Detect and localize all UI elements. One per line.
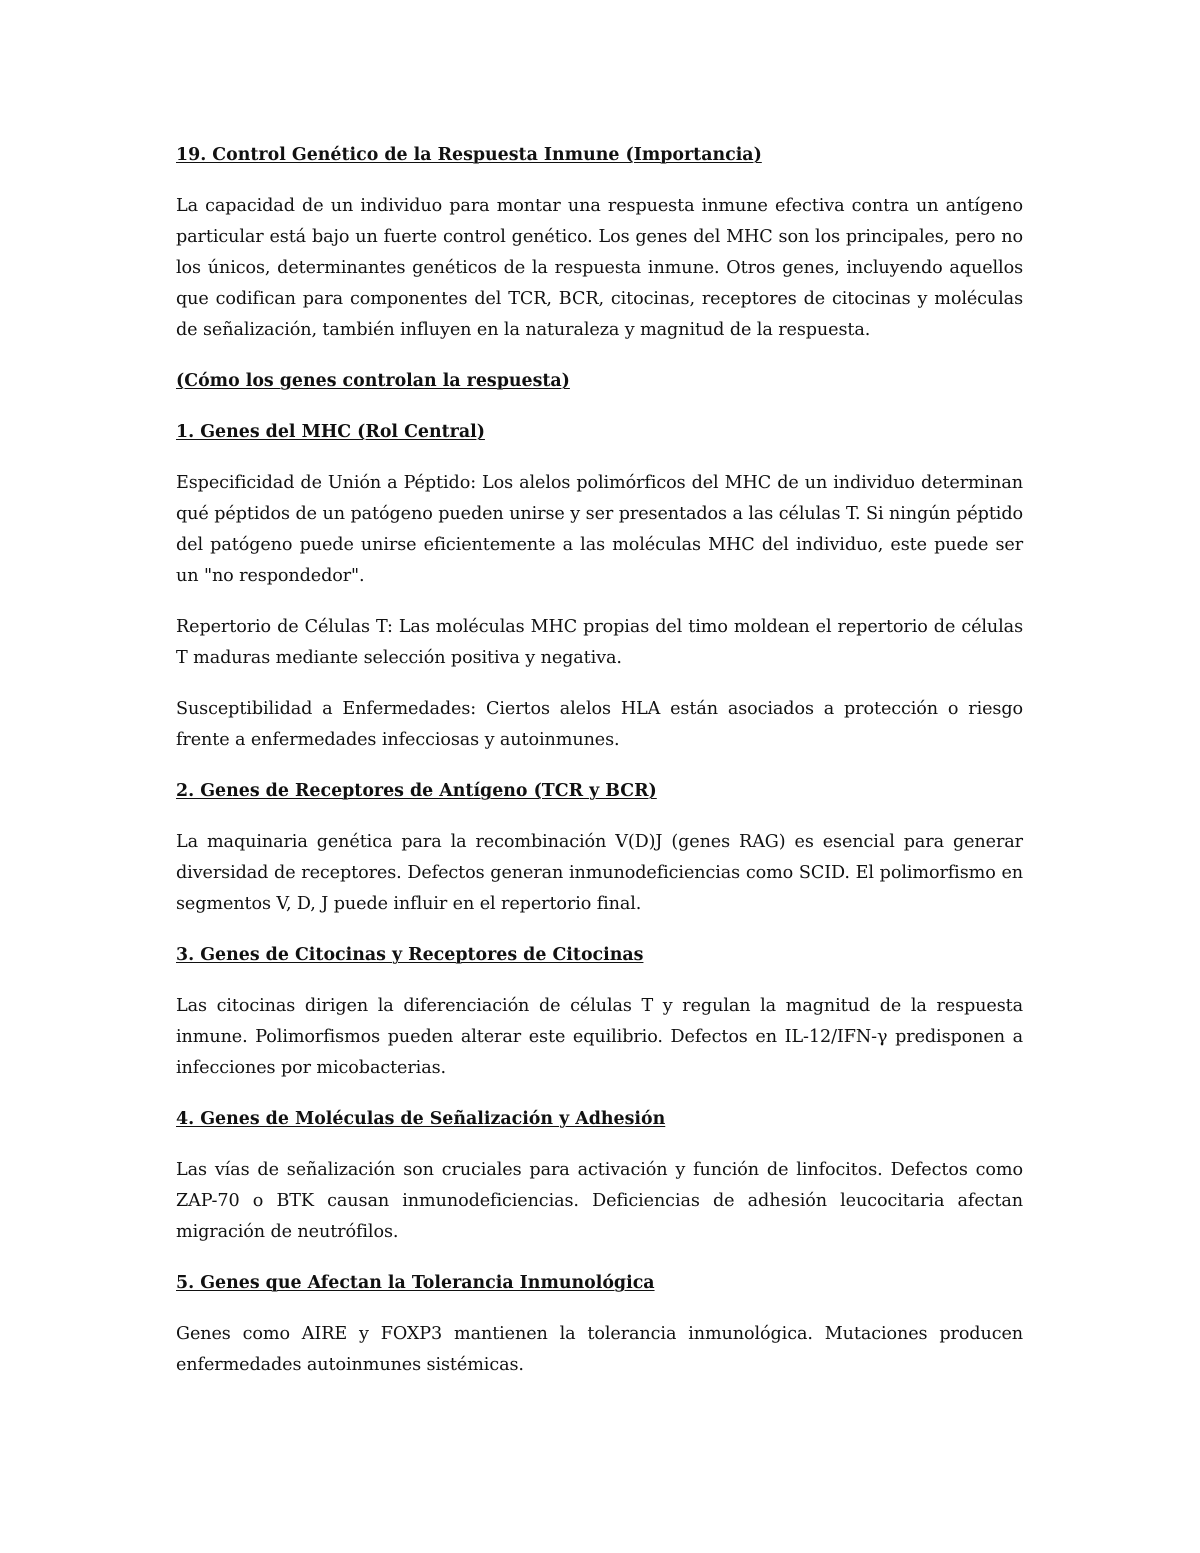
document-title: 19. Control Genético de la Respuesta Inmune (Importancia) [176,145,762,165]
section-3-heading: 3. Genes de Citocinas y Receptores de Citocinas [176,945,644,965]
section-3-paragraph-1: Las citocinas dirigen la diferenciación de células T y regulan la magnitud de la respuesta inmune. Polimorfismos pueden alterar este equilibrio. Defectos en IL-12/IFN-γ predisponen a infecciones por micobacterias. [176,996,1023,1078]
section-4-paragraph-1: Las vías de señalización son cruciales para activación y función de linfocitos. Defectos como ZAP-70 o BTK causan inmunodeficiencias. Deficiencias de adhesión leucocitaria afectan migración de neutrófilos. [176,1160,1023,1242]
section-2-heading: 2. Genes de Receptores de Antígeno (TCR y BCR) [176,781,657,801]
section-1-paragraph-1: Especificidad de Unión a Péptido: Los alelos polimórficos del MHC de un individuo determinan qué péptidos de un patógeno pueden unirse y ser presentados a las células T. Si ningún péptido del patógeno puede unirse eficientemente a las moléculas MHC del individuo, este puede ser un "no respondedor". [176,473,1023,586]
section-1-paragraph-3: Susceptibilidad a Enfermedades: Ciertos alelos HLA están asociados a protección o riesgo frente a enfermedades infecciosas y autoinmunes. [176,699,1023,750]
section-2-paragraph-1: La maquinaria genética para la recombinación V(D)J (genes RAG) es esencial para generar diversidad de receptores. Defectos generan inmunodeficiencias como SCID. El polimorfismo en segmentos V, D, J puede influir en el repertorio final. [176,832,1023,914]
section-1-heading: 1. Genes del MHC (Rol Central) [176,422,485,442]
section-4-heading: 4. Genes de Moléculas de Señalización y Adhesión [176,1109,666,1129]
section-5-paragraph-1: Genes como AIRE y FOXP3 mantienen la tolerancia inmunológica. Mutaciones producen enfermedades autoinmunes sistémicas. [176,1324,1023,1375]
document-page [176,140,1023,1401]
document-subtitle: (Cómo los genes controlan la respuesta) [176,371,570,391]
section-1-paragraph-2: Repertorio de Células T: Las moléculas MHC propias del timo moldean el repertorio de células T maduras mediante selección positiva y negativa. [176,617,1023,668]
section-5-heading: 5. Genes que Afectan la Tolerancia Inmunológica [176,1273,655,1293]
intro-paragraph: La capacidad de un individuo para montar una respuesta inmune efectiva contra un antígeno particular está bajo un fuerte control genético. Los genes del MHC son los principales, pero no los únicos, determinantes genéticos de la respuesta inmune. Otros genes, incluyendo aquellos que codifican para componentes del TCR, BCR, citocinas, receptores de citocinas y moléculas de señalización, también influyen en la naturaleza y magnitud de la respuesta. [176,196,1023,340]
